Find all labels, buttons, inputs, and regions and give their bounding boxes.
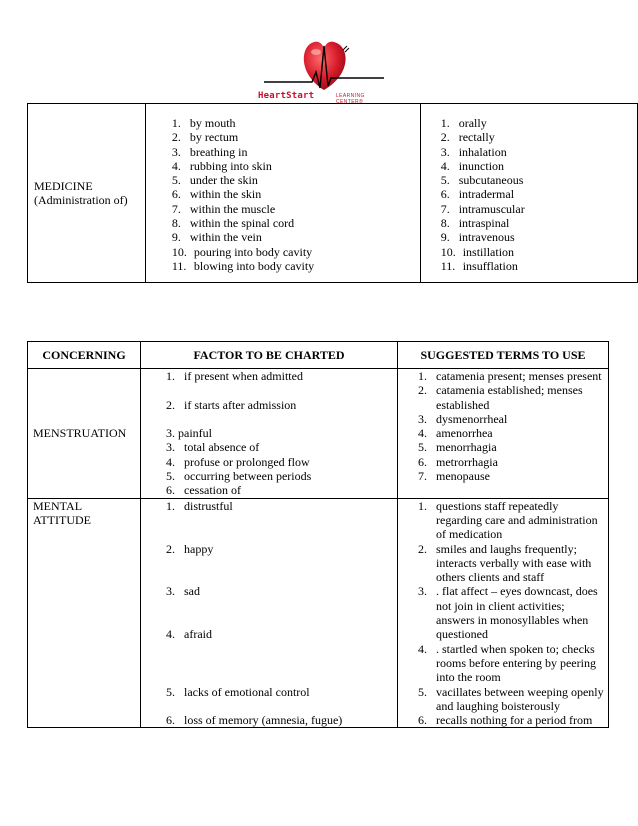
table-row — [28, 104, 638, 283]
list-item: 7. intramuscular — [440, 201, 525, 216]
list-item: 3. . flat affect – eyes downcast, does not join in client activities; answers in monosyllables when questioned — [418, 584, 598, 642]
menstruation-factors-cell — [141, 369, 398, 499]
heart-ecg-icon — [258, 38, 390, 92]
list-item: 2. smiles and laughs frequently; interacts verbally with ease with others clients and staff — [418, 541, 592, 585]
mental-factors-list — [166, 499, 397, 728]
list-item: 9. intravenous — [440, 230, 515, 245]
spacer — [166, 642, 397, 671]
list-item: 5. subcutaneous — [440, 173, 524, 188]
spacer — [166, 412, 397, 426]
header-concerning: CONCERNING — [28, 342, 141, 369]
list-item: 4. rubbing into skin — [171, 158, 272, 173]
list-item: 6. cessation of — [166, 483, 241, 498]
list-item: 2. if starts after admission — [166, 397, 297, 412]
list-item: 5. under the skin — [171, 173, 258, 188]
list-item: 3. breathing in — [171, 144, 248, 159]
list-item: 10. instillation — [440, 244, 515, 259]
logo-brand-text: HeartStart — [258, 91, 315, 101]
list-item: 6. recalls nothing for a period from — [418, 713, 593, 728]
list-item: 6. metrorrhagia — [418, 454, 498, 469]
list-item: 8. intraspinal — [440, 216, 510, 231]
list-item: 2. catamenia established; menses established — [418, 383, 583, 412]
list-item: 5. menorrhagia — [418, 440, 497, 455]
list-item: 9. within the vein — [171, 230, 262, 245]
list-item: 6. within the skin — [171, 187, 262, 202]
list-item: 3. sad — [166, 584, 200, 599]
list-item: 11. insufflation — [440, 258, 518, 273]
header-row — [28, 342, 609, 369]
logo-subtitle-text: LEARNING CENTER® — [336, 93, 365, 105]
attitude-label: ATTITUDE — [33, 512, 91, 527]
medicine-factors-cell — [145, 104, 420, 283]
list-item: 4. afraid — [166, 627, 212, 642]
medicine-label-sub: (Administration of) — [34, 193, 128, 207]
spacer — [166, 699, 397, 713]
list-item: 3. total absence of — [166, 440, 260, 455]
spacer — [166, 383, 397, 397]
list-item: 2. rectally — [440, 130, 495, 145]
menstruation-label: MENSTRUATION — [28, 369, 141, 499]
header-factor: FACTOR TO BE CHARTED — [141, 342, 398, 369]
list-item: 5. lacks of emotional control — [166, 684, 310, 699]
mental-factors-cell — [141, 498, 398, 728]
medicine-label: MEDICINE — [34, 178, 93, 193]
list-item: 10. pouring into body cavity — [171, 244, 313, 259]
spacer — [166, 670, 397, 684]
list-item: 5. vacillates between weeping openly and laughing boisterously — [418, 684, 604, 713]
medicine-terms-cell — [420, 104, 637, 283]
list-item: 4. profuse or prolonged flow — [166, 454, 310, 469]
list-item: 4. inunction — [440, 158, 505, 173]
list-item: 2. happy — [166, 541, 214, 556]
list-item: 4. amenorrhea — [418, 426, 493, 441]
list-item: 8. within the spinal cord — [171, 216, 295, 231]
medicine-label-cell — [28, 104, 146, 283]
mental-terms-list — [418, 499, 604, 728]
list-item: 1. orally — [440, 116, 487, 130]
list-item: 5. occurring between periods — [166, 469, 312, 484]
list-item: 1. catamenia present; menses present — [418, 369, 602, 383]
list-item: 1. by mouth — [171, 116, 236, 130]
table-row — [28, 498, 609, 728]
spacer — [166, 599, 397, 628]
heartstart-logo — [258, 38, 390, 104]
list-item: 3. dysmenorrheal — [418, 411, 508, 426]
list-item: 3. inhalation — [440, 144, 507, 159]
mental-terms-cell — [398, 498, 609, 728]
table-row — [28, 369, 609, 499]
spacer — [166, 556, 397, 585]
list-item: 6. intradermal — [440, 187, 515, 202]
list-item: 6. loss of memory (amnesia, fugue) — [166, 713, 343, 728]
list-item: 1. distrustful — [166, 498, 233, 513]
list-item: 7. menopause — [418, 469, 490, 484]
list-item: 3. painful — [166, 426, 212, 441]
list-item: 4. . startled when spoken to; checks rooms before entering by peering into the room — [418, 641, 596, 685]
medicine-factors-list — [172, 116, 420, 273]
list-item: 1. if present when admitted — [166, 369, 303, 383]
menstruation-factors-list — [166, 369, 397, 498]
list-item: 1. questions staff repeatedly regarding care and administration of medication — [418, 498, 598, 542]
menstruation-terms-cell — [398, 369, 609, 499]
mental-attitude-label-cell — [28, 498, 141, 728]
list-item: 7. within the muscle — [171, 201, 276, 216]
list-item: 2. by rectum — [171, 130, 239, 145]
charting-terms-table — [27, 341, 609, 728]
medicine-table — [27, 103, 638, 283]
mental-label: MENTAL — [33, 498, 83, 513]
header-terms: SUGGESTED TERMS TO USE — [398, 342, 609, 369]
spacer — [166, 513, 397, 542]
list-item: 11. blowing into body cavity — [171, 258, 315, 273]
medicine-terms-list — [441, 116, 637, 273]
menstruation-terms-list — [418, 369, 604, 483]
